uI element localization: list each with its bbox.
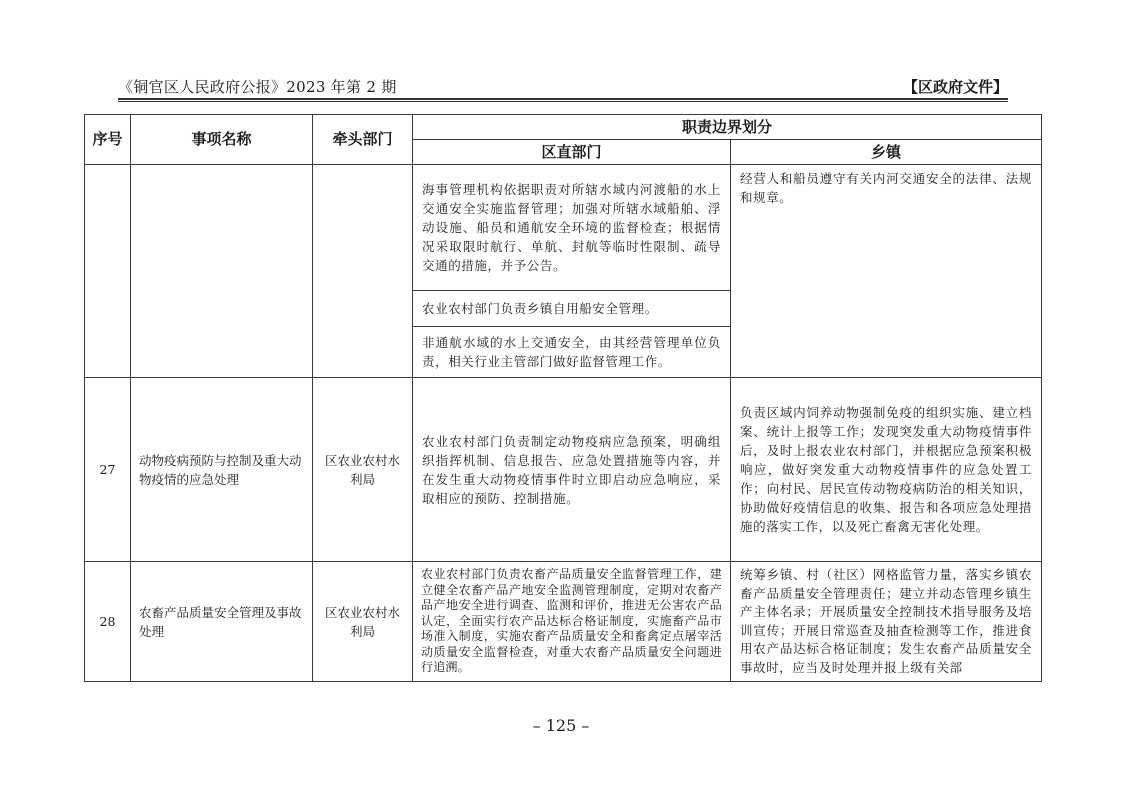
item-name: 动物疫病预防与控制及重大动物疫情的应急处理 bbox=[131, 378, 313, 562]
row-number bbox=[85, 165, 131, 378]
town-duty: 统筹乡镇、村（社区）网格监管力量，落实乡镇农畜产品质量安全管理责任；建立并动态管理乡镇生产主体名录；开展质量安全控制技术指导服务及培训宣传；开展日常巡查及抽查检测等工作，推进食用农产品达标合格证制度；发生农畜产品质量安全事故时，应当及时处理并报上级有关部 bbox=[731, 562, 1042, 682]
header-rule bbox=[118, 98, 1008, 100]
column-header-lead: 牵头部门 bbox=[313, 115, 413, 165]
item-name bbox=[131, 165, 313, 378]
table-row bbox=[85, 562, 1042, 682]
row-number: 27 bbox=[85, 378, 131, 562]
district-duty: 非通航水域的水上交通安全，由其经营管理单位负责，相关行业主管部门做好监督管理工作。 bbox=[413, 327, 731, 378]
column-header-name: 事项名称 bbox=[131, 115, 313, 165]
section-label: 【区政府文件】 bbox=[902, 78, 1008, 96]
header-rule-thin bbox=[118, 101, 1008, 102]
town-duty: 负责区域内饲养动物强制免疫的组织实施、建立档案、统计上报等工作；发现突发重大动物疫情事件后，及时上报农业农村部门，并根据应急预案积极响应，做好突发重大动物疫情事件的应急处置工作；向村民、居民宣传动物疫病防治的相关知识，协助做好疫情信息的收集、报告和各项应急处理措施的落实工作，以及死亡畜禽无害化处理。 bbox=[731, 378, 1042, 562]
district-duty: 农业农村部门负责农畜产品质量安全监督管理工作，建立健全农畜产品产地安全监测管理制度，定期对农畜产品产地安全进行调查、监测和评价，推进无公害农产品认定，全面实行农产品达标合格证制度，实施畜产品市场准入制度，实施农畜产品质量安全和畜禽定点屠宰活动质量安全监督检查，对重大农畜产品质量安全问题进行追溯。 bbox=[413, 562, 731, 682]
district-duty: 海事管理机构依据职责对所辖水域内河渡船的水上交通安全实施监督管理；加强对所辖水域船舶、浮动设施、船员和通航安全环境的监督检查；根据情况采取限时航行、单航、封航等临时性限制、疏导交通的措施，并予公告。 bbox=[413, 165, 731, 291]
column-header-town: 乡镇 bbox=[731, 140, 1042, 165]
table-row bbox=[85, 378, 1042, 562]
row-number: 28 bbox=[85, 562, 131, 682]
district-duty: 农业农村部门负责乡镇自用船安全管理。 bbox=[413, 291, 731, 327]
lead-department: 区农业农村水利局 bbox=[313, 378, 413, 562]
table-header-row bbox=[85, 115, 1042, 140]
duty-table bbox=[84, 114, 1042, 682]
gazette-title: 《铜官区人民政府公报》2023 年第 2 期 bbox=[118, 78, 397, 96]
item-name: 农畜产品质量安全管理及事故处理 bbox=[131, 562, 313, 682]
lead-department bbox=[313, 165, 413, 378]
page-number: – 125 – bbox=[532, 716, 590, 735]
column-header-no: 序号 bbox=[85, 115, 131, 165]
lead-department: 区农业农村水利局 bbox=[313, 562, 413, 682]
district-duty: 农业农村部门负责制定动物疫病应急预案，明确组织指挥机制、信息报告、应急处置措施等内容，并在发生重大动物疫情事件时立即启动应急响应，采取相应的预防、控制措施。 bbox=[413, 378, 731, 562]
column-header-district: 区直部门 bbox=[413, 140, 731, 165]
town-duty: 经营人和船员遵守有关内河交通安全的法律、法规和规章。 bbox=[731, 165, 1042, 378]
page-header bbox=[118, 76, 1008, 98]
column-header-division: 职责边界划分 bbox=[413, 115, 1042, 140]
table-row bbox=[85, 165, 1042, 291]
